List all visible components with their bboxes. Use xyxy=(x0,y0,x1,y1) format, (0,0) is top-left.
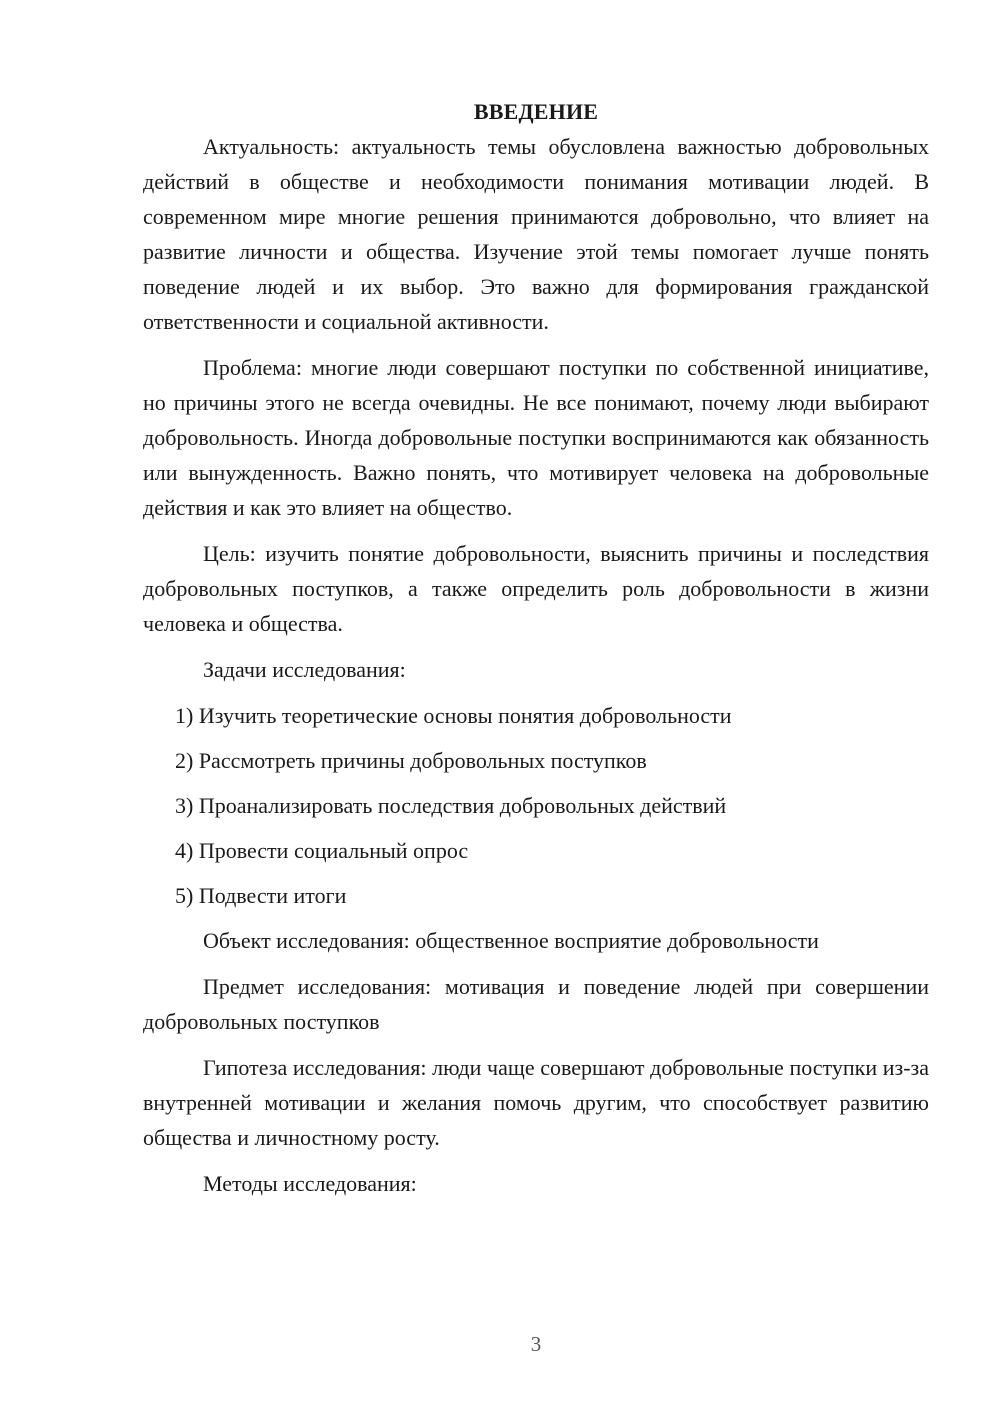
hypothesis-paragraph: Гипотеза исследования: люди чаще совершают добровольные поступки из-за внутренней мотивации и желания помочь другим, что способствует развитию общества и личностному росту. xyxy=(143,1055,929,1150)
task-item: 1) Изучить теоретические основы понятия добровольности xyxy=(175,703,732,728)
subject-paragraph: Предмет исследования: мотивация и поведение людей при совершении добровольных поступков xyxy=(143,974,929,1034)
object-paragraph: Объект исследования: общественное восприятие добровольности xyxy=(203,928,819,953)
task-item: 4) Провести социальный опрос xyxy=(175,838,469,863)
task-item: 2) Рассмотреть причины добровольных поступков xyxy=(175,748,647,773)
tasks-title: Задачи исследования: xyxy=(203,657,406,682)
problem-paragraph: Проблема: многие люди совершают поступки по собственной инициативе, но причины этого не всегда очевидны. Не все понимают, почему люди выбирают добровольность. Иногда добровольные поступки воспринимаются как обязанность или вынужденность. Важно понять, что мотивирует человека на добровольные действия и как это влияет на общество. xyxy=(143,355,929,520)
task-item: 5) Подвести итоги xyxy=(175,883,347,908)
document-page xyxy=(143,94,929,1212)
methods-title: Методы исследования: xyxy=(203,1171,417,1196)
page-number: 3 xyxy=(530,1332,542,1356)
section-heading: ВВЕДЕНИЕ xyxy=(473,99,599,124)
relevance-paragraph: Актуальность: актуальность темы обусловлена важностью добровольных действий в обществе и необходимости понимания мотивации людей. В современном мире многие решения принимаются добровольно, что влияет на развитие личности и общества. Изучение этой темы помогает лучше понять поведение людей и их выбор. Это важно для формирования гражданской ответственности и социальной активности. xyxy=(143,134,929,334)
goal-paragraph: Цель: изучить понятие добровольности, выяснить причины и последствия добровольных поступков, а также определить роль добровольности в жизни человека и общества. xyxy=(143,541,929,636)
tasks-list xyxy=(143,698,929,913)
task-item: 3) Проанализировать последствия добровольных действий xyxy=(175,793,727,818)
